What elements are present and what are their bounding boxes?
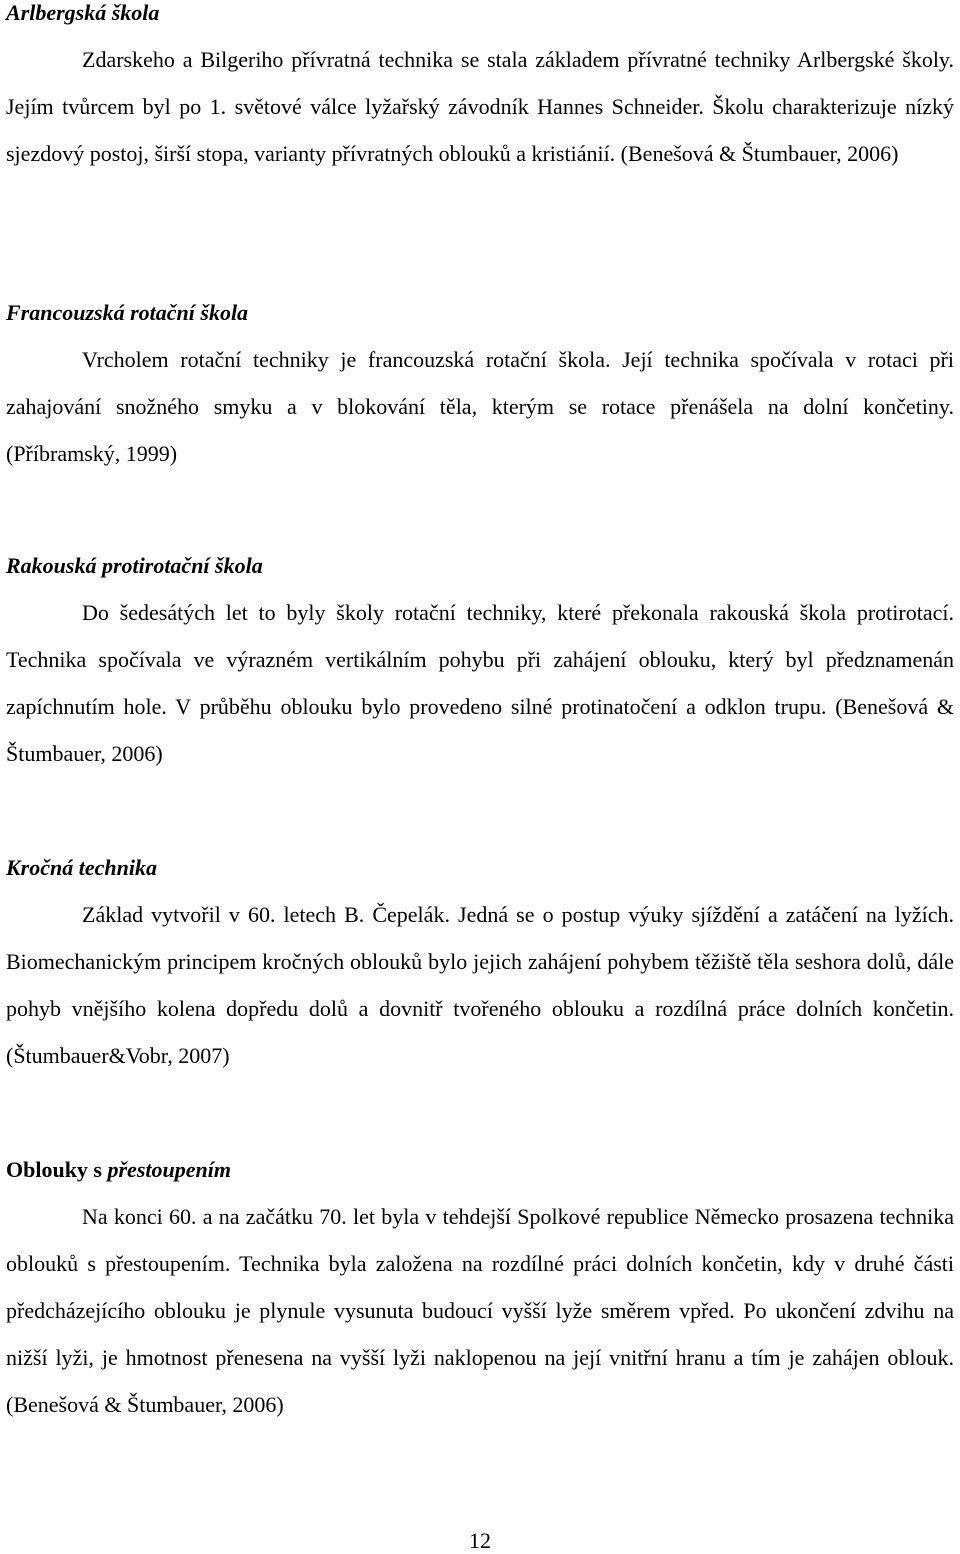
section-francouzska-rotacni-skola [6,300,954,477]
section-heading: Rakouská protirotační škola [6,553,263,578]
section-arlbergska-skola [6,0,954,177]
section-krocna-technika [6,855,954,1079]
section-heading: Francouzská rotační škola [6,300,249,325]
section-heading: Arlbergská škola [6,0,160,25]
section-paragraph: Základ vytvořil v 60. letech B. Čepelák. Jedná se o postup výuky sjíždění a zatáčení na lyžích. Biomechanickým principem kročných oblouků bylo jejich zahájení pohybem těžiště těla seshora dolů, dále pohyb vnějšího kolena dopředu dolů a dovnitř tvořeného oblouku a rozdílná práce dolních končetin. (Štumbauer&Vobr, 2007) [6,902,954,1068]
section-oblouky-s-prestoupenim [6,1157,954,1428]
section-paragraph: Na konci 60. a na začátku 70. let byla v tehdejší Spolkové republice Německo prosazena technika oblouků s přestoupením. Technika byla založena na rozdílné práci dolních končetin, kdy v druhé části předcházejícího oblouku je plynule vysunuta budoucí vyšší lyže směrem vpřed. Po ukončení zdvihu na nižší lyži, je hmotnost přenesena na vyšší lyži naklopenou na její vnitřní hranu a tím je zahájen oblouk. (Benešová & Štumbauer, 2006) [6,1204,954,1417]
section-paragraph: Do šedesátých let to byly školy rotační techniky, které překonala rakouská škola protirotací. Technika spočívala ve výrazném vertikálním pohybu při zahájení oblouku, který byl předznamenán zapíchnutím hole. V průběhu oblouku bylo provedeno silné protinatočení a odklon trupu. (Benešová & Štumbauer, 2006) [6,600,954,766]
section-paragraph: Vrcholem rotační techniky je francouzská rotační škola. Její technika spočívala v rotaci při zahajování snožného smyku a v blokování těla, kterým se rotace přenášela na dolní končetiny. (Příbramský, 1999) [6,347,954,466]
page-number: 12 [469,1528,491,1553]
section-paragraph: Zdarskeho a Bilgeriho přívratná technika se stala základem přívratné techniky Arlbergské školy. Jejím tvůrcem byl po 1. světové válce lyžařský závodník Hannes Schneider. Školu charakterizuje nízký sjezdový postoj, širší stopa, varianty přívratných oblouků a kristiánií. (Benešová & Štumbauer, 2006) [6,47,954,166]
section-heading-plain: Oblouky s [6,1157,108,1182]
section-heading-italic: přestoupením [107,1157,231,1182]
section-heading [6,1157,954,1183]
section-rakouska-protirotacni-skola [6,553,954,777]
section-heading: Kročná technika [6,855,157,880]
